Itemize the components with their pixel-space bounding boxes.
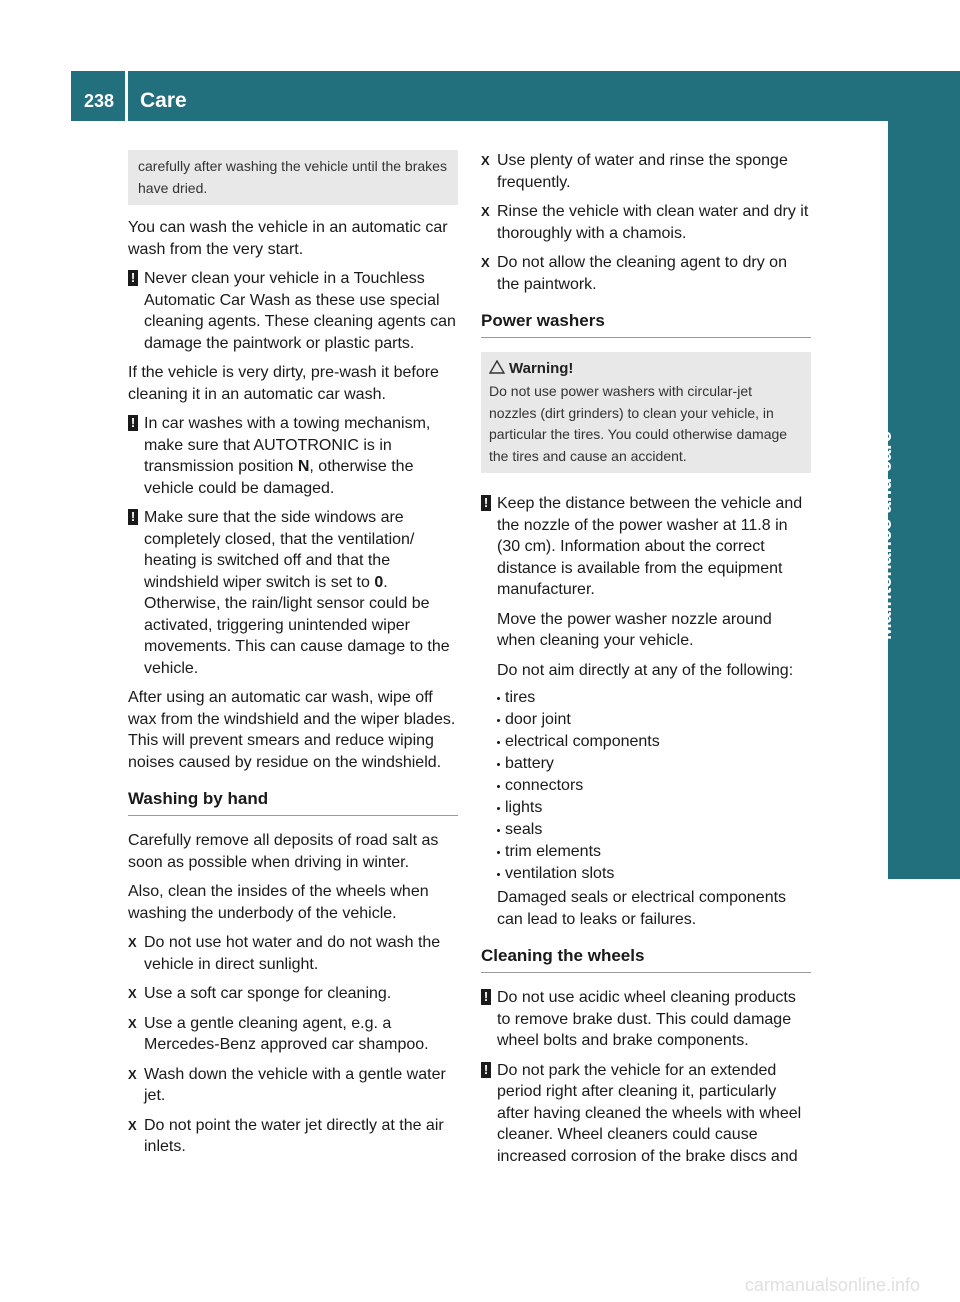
instruction-step: X Wash down the vehicle with a gentle water jet. [128,1065,446,1104]
paragraph: Also, clean the insides of the wheels when washing the underbody of the vehicle. [128,883,429,922]
exclamation-icon: ! [481,1062,491,1078]
exclamation-icon: ! [481,495,491,511]
paragraph: Carefully remove all deposits of road salt as soon as possible when driving in winter. [128,832,439,871]
notice: ! Do not use acidic wheel cleaning products to remove brake dust. This could damage wheel bolts and brake components. [481,987,811,1052]
instruction-step: X Do not point the water jet directly at the air inlets. [128,1116,444,1155]
notice: ! Keep the distance between the vehicle and the nozzle of the power washer at 11.8 in (30 cm). Information about the correct distance is available from the equipment manufacturer. [481,493,811,601]
paragraph: Damaged seals or electrical components can lead to leaks or failures. [497,889,787,928]
step-marker-icon: X [481,153,490,168]
instruction-step: X Use a gentle cleaning agent, e.g. a Mercedes-Benz approved car shampoo. [128,1014,429,1053]
paragraph: Do not aim directly at any of the following: [497,661,794,679]
list-item: trim elements [481,843,811,861]
paragraph: You can wash the vehicle in an automatic car wash from the very start. [128,219,448,258]
section-title: Care [140,89,187,112]
heading-power-washers: Power washers [481,311,811,338]
step-marker-icon: X [128,1015,137,1031]
page-number: 238 [84,91,115,111]
watermark: carmanualsonline.info [744,1275,920,1295]
exclamation-icon: ! [128,270,138,286]
continued-note-box [128,150,458,205]
side-tab [888,71,960,1302]
step-marker-icon: X [128,1066,137,1082]
list-item: ventilation slots [481,865,811,883]
paragraph: After using an automatic car wash, wipe off wax from the windshield and the wiper blades. This will prevent smears and reduce wiping noises caused by residue on the windshield. [128,689,456,771]
note-text: carefully after washing the vehicle until the brakes have dried. [138,158,447,196]
instruction-step: X Use plenty of water and rinse the sponge frequently. [481,152,788,191]
side-tab-label: Maintenance and care [874,431,896,640]
notice: ! In car washes with a towing mechanism, make sure that AUTOTRONIC is in transmission position N, otherwise the vehicle could be damaged. [128,413,458,499]
exclamation-icon: ! [128,509,138,525]
warning-triangle-icon [489,360,505,374]
exclamation-icon: ! [128,415,138,431]
list-item: door joint [481,711,811,729]
step-marker-icon: X [481,255,490,270]
step-marker-icon: X [128,1117,137,1133]
paragraph: If the vehicle is very dirty, pre-wash it before cleaning it in an automatic car wash. [128,364,439,403]
right-column [481,150,811,1175]
heading-cleaning-the-wheels: Cleaning the wheels [481,946,811,973]
paragraph: Move the power washer nozzle around when cleaning your vehicle. [497,610,772,649]
list-item: electrical components [481,733,811,751]
notice: ! Make sure that the side windows are completely closed, that the ventilation/ heating is switched off and that the windshield wiper switch is set to 0. Otherwise, the rain/light sensor could be activated, triggering unintended wiper movements. This can cause damage to the vehicle. [128,507,458,679]
left-column [128,150,458,1166]
list-item: connectors [481,777,811,795]
instruction-step: X Do not use hot water and do not wash the vehicle in direct sunlight. [128,934,441,973]
list-item: tires [481,689,811,707]
header-divider [125,71,128,121]
list-item: seals [481,821,811,839]
warning-text: Do not use power washers with circular-jet nozzles (dirt grinders) to clean your vehicle, in particular the tires. You could otherwise damage the tires and cause an accident. [489,383,788,464]
instruction-step: X Do not allow the cleaning agent to dry on the paintwork. [481,254,787,293]
notice: ! Do not park the vehicle for an extended period right after cleaning it, particularly after having cleaned the wheels with wheel cleaner. Wheel cleaners could cause increased corrosion of the brake discs and [481,1060,811,1168]
step-marker-icon: X [128,935,137,950]
page-header [71,71,888,121]
warning-box [481,352,811,473]
step-marker-icon: X [128,986,137,1001]
warning-title: Warning! [489,360,803,377]
instruction-step: X Rinse the vehicle with clean water and dry it thoroughly with a chamois. [481,203,809,242]
step-marker-icon: X [481,204,490,219]
list-item: lights [481,799,811,817]
notice: ! Never clean your vehicle in a Touchless Automatic Car Wash as these use special cleaning agents. These cleaning agents can damage the paintwork or plastic parts. [128,268,458,354]
instruction-step: X Use a soft car sponge for cleaning. [128,983,458,1005]
list-item: battery [481,755,811,773]
exclamation-icon: ! [481,989,491,1005]
heading-washing-by-hand: Washing by hand [128,789,458,816]
